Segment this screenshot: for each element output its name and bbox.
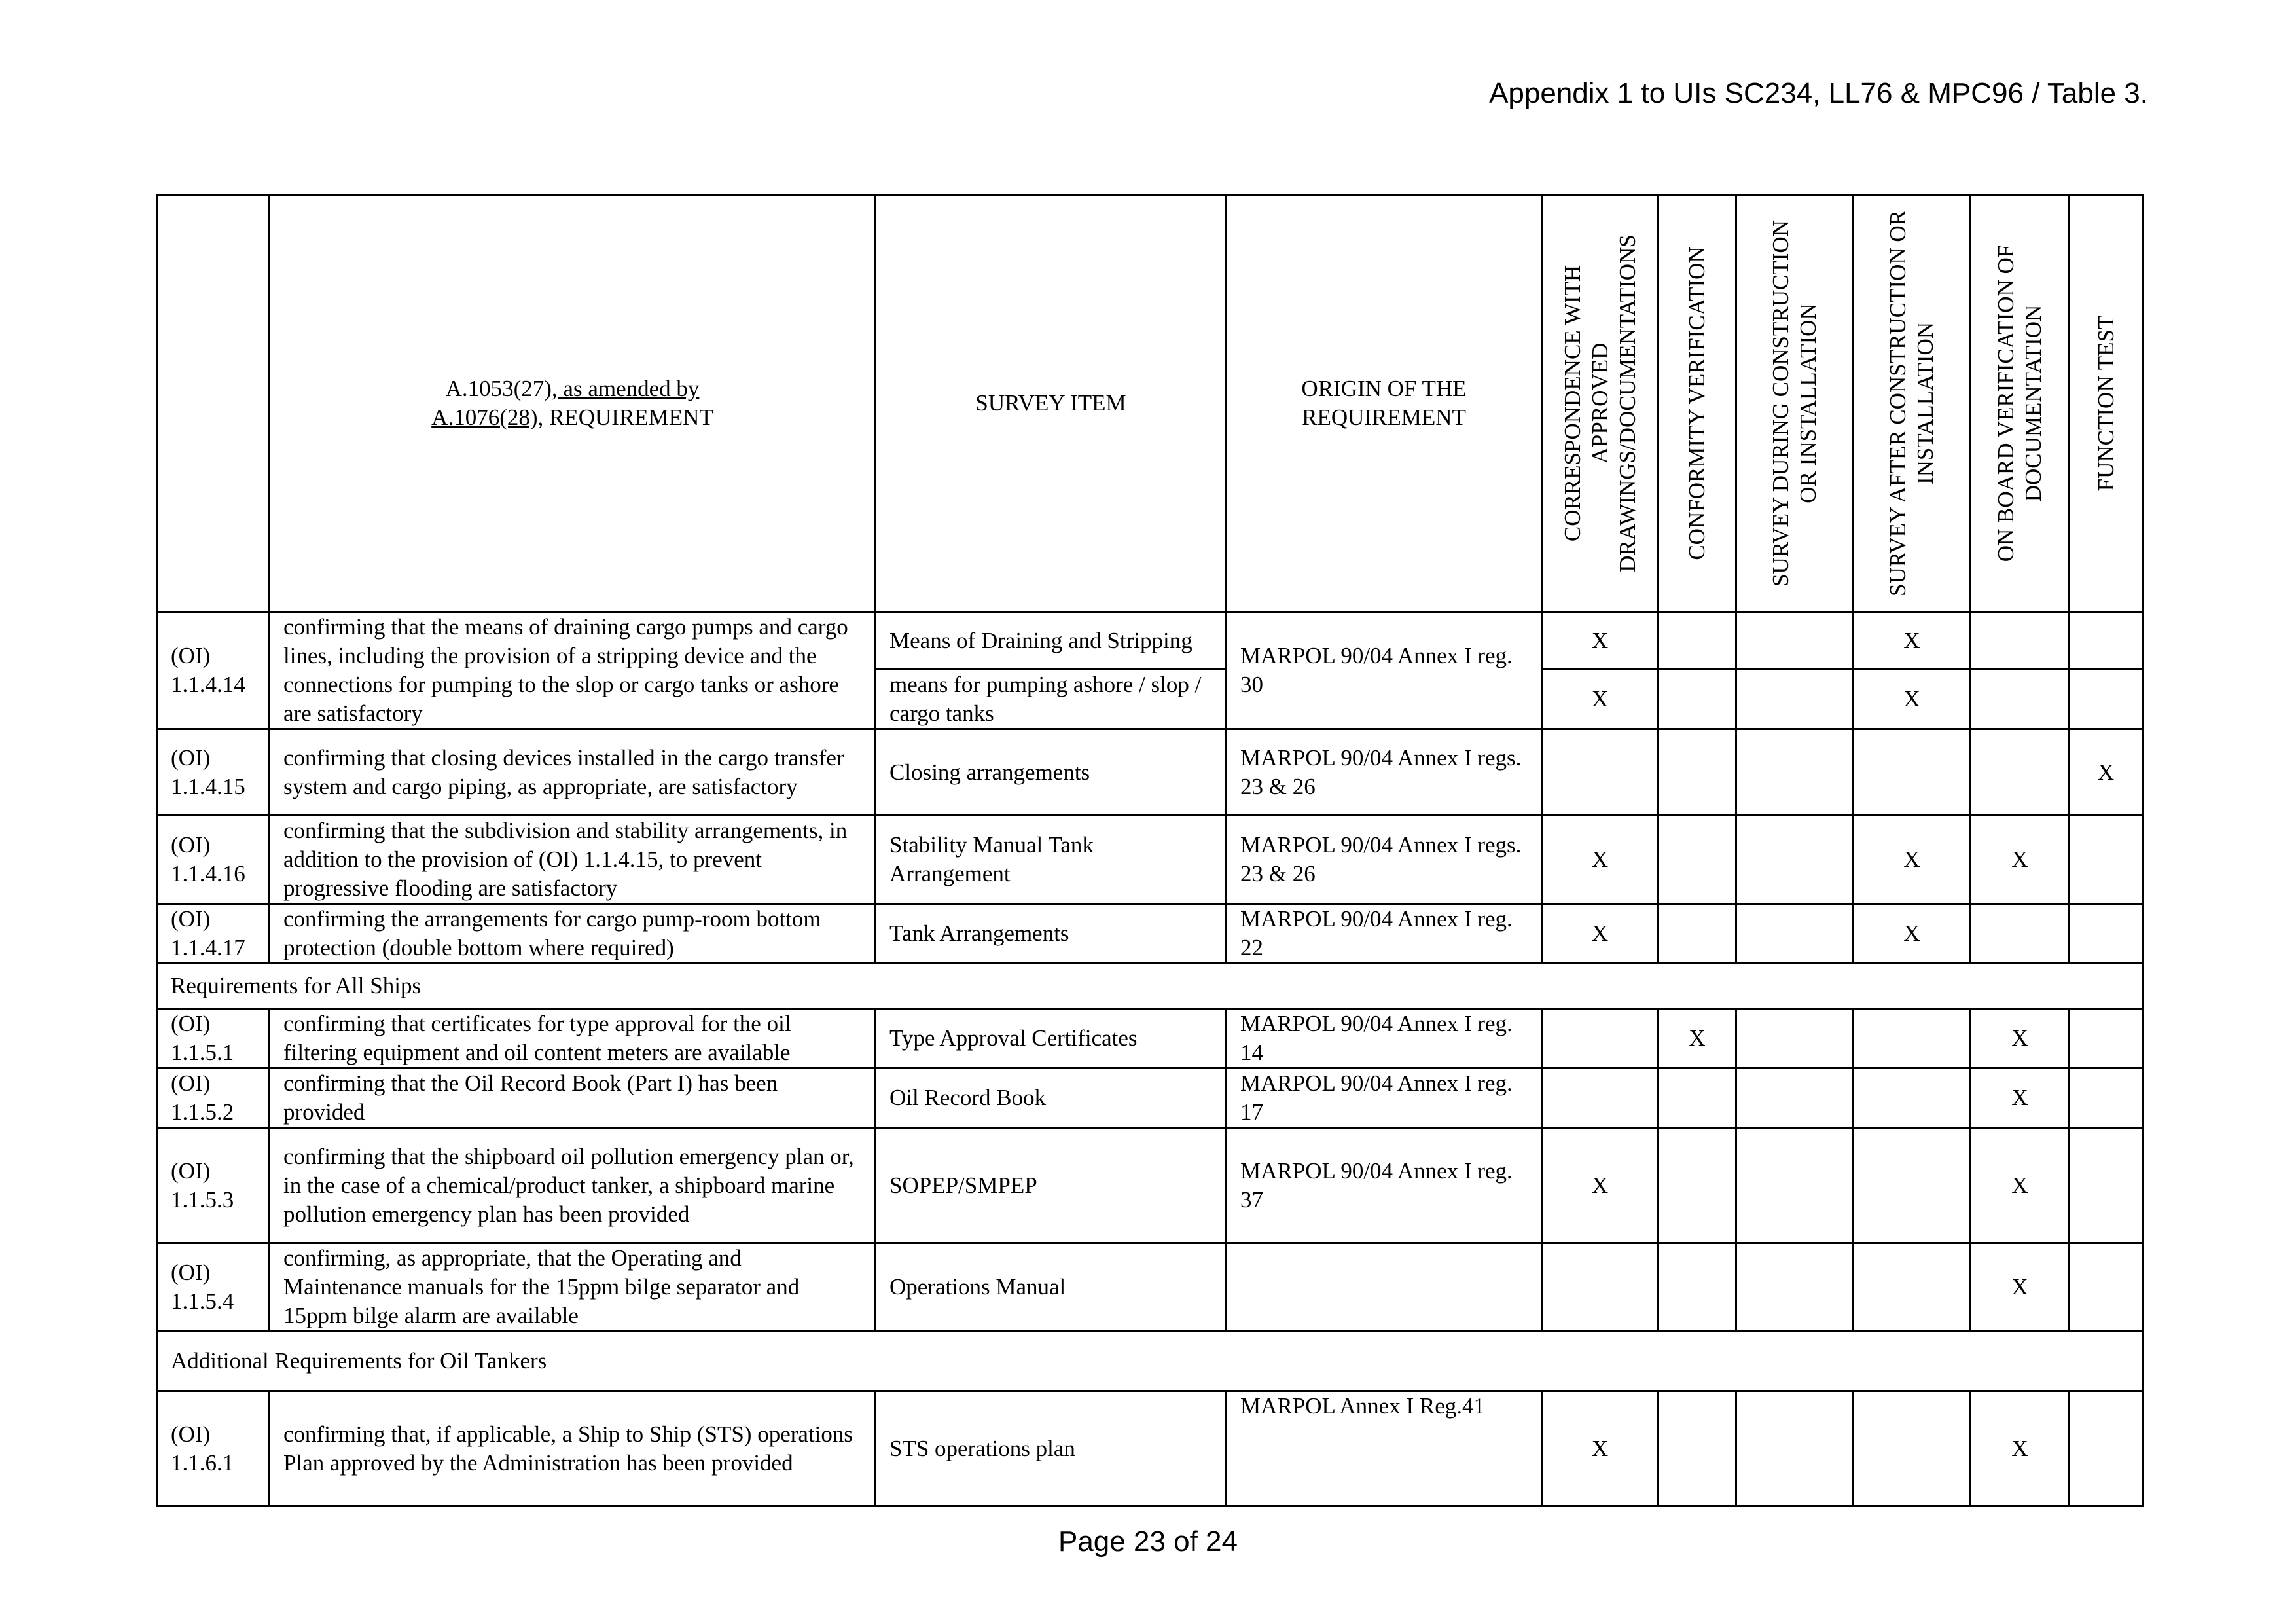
- mark-cell: X: [1542, 670, 1659, 729]
- header-origin: ORIGIN OF THE REQUIREMENT: [1227, 195, 1542, 612]
- table-row: [157, 1068, 2143, 1128]
- ref-cell: (OI) 1.1.4.17: [157, 904, 270, 964]
- requirement-cell: confirming that the means of draining cargo pumps and cargo lines, including the provision of a stripping device and the connections for pumping to the slop or cargo tanks or ashore are satisfactory: [270, 612, 876, 729]
- table-row: [157, 1243, 2143, 1332]
- mark-cell: [1542, 1243, 1659, 1332]
- mark-cell: X: [1971, 1009, 2070, 1068]
- mark-cell: [1659, 670, 1736, 729]
- mark-cell: [1736, 1243, 1854, 1332]
- mark-cell: [1659, 1243, 1736, 1332]
- ref-cell: (OI) 1.1.4.15: [157, 729, 270, 816]
- survey-item-cell: SOPEP/SMPEP: [876, 1128, 1227, 1243]
- table-row: [157, 1391, 2143, 1506]
- survey-item-cell: Tank Arrangements: [876, 904, 1227, 964]
- mark-cell: [1854, 1128, 1971, 1243]
- header-conformity: CONFORMITY VERIFICATION: [1659, 195, 1736, 612]
- mark-cell: [1736, 1391, 1854, 1506]
- table-row: [157, 816, 2143, 904]
- origin-cell: MARPOL 90/04 Annex I reg. 22: [1227, 904, 1542, 964]
- mark-cell: [1971, 729, 2070, 816]
- page-footer: Page 23 of 24: [1058, 1525, 1238, 1558]
- mark-cell: [2070, 670, 2143, 729]
- mark-cell: [1736, 1009, 1854, 1068]
- mark-cell: X: [1542, 904, 1659, 964]
- survey-item-cell: STS operations plan: [876, 1391, 1227, 1506]
- mark-cell: X: [1854, 816, 1971, 904]
- survey-item-cell: Means of Draining and Stripping: [876, 612, 1227, 670]
- section-row: [157, 1332, 2143, 1391]
- mark-cell: [2070, 1128, 2143, 1243]
- mark-cell: [1854, 1243, 1971, 1332]
- ref-cell: (OI) 1.1.5.3: [157, 1128, 270, 1243]
- table-row: [157, 612, 2143, 670]
- mark-cell: [1659, 1391, 1736, 1506]
- origin-cell: MARPOL 90/04 Annex I reg. 17: [1227, 1068, 1542, 1128]
- table-row: [157, 904, 2143, 964]
- mark-cell: [2070, 904, 2143, 964]
- requirement-cell: confirming the arrangements for cargo pump-room bottom protection (double bottom where required): [270, 904, 876, 964]
- mark-cell: [1542, 729, 1659, 816]
- survey-item-cell: Closing arrangements: [876, 729, 1227, 816]
- mark-cell: [1659, 612, 1736, 670]
- mark-cell: X: [1854, 904, 1971, 964]
- origin-cell: MARPOL 90/04 Annex I regs. 23 & 26: [1227, 816, 1542, 904]
- mark-cell: [2070, 1391, 2143, 1506]
- mark-cell: [1659, 816, 1736, 904]
- origin-cell: MARPOL 90/04 Annex I reg. 14: [1227, 1009, 1542, 1068]
- mark-cell: X: [1971, 816, 2070, 904]
- ref-cell: (OI) 1.1.4.16: [157, 816, 270, 904]
- header-survey-after: SURVEY AFTER CONSTRUCTION OR INSTALLATION: [1854, 195, 1971, 612]
- table-row: [157, 1009, 2143, 1068]
- requirement-cell: confirming that the Oil Record Book (Part I) has been provided: [270, 1068, 876, 1128]
- mark-cell: [1971, 612, 2070, 670]
- mark-cell: [1542, 1068, 1659, 1128]
- requirement-cell: confirming that the subdivision and stability arrangements, in addition to the provision of (OI) 1.1.4.15, to prevent progressive flooding are satisfactory: [270, 816, 876, 904]
- header-requirement: A.1053(27), as amended by A.1076(28), REQUIREMENT: [270, 195, 876, 612]
- mark-cell: [2070, 1243, 2143, 1332]
- mark-cell: [1971, 670, 2070, 729]
- survey-item-cell: Type Approval Certificates: [876, 1009, 1227, 1068]
- mark-cell: X: [1542, 1128, 1659, 1243]
- mark-cell: X: [1542, 612, 1659, 670]
- origin-cell: MARPOL 90/04 Annex I reg. 37: [1227, 1128, 1542, 1243]
- mark-cell: X: [1854, 670, 1971, 729]
- mark-cell: X: [1659, 1009, 1736, 1068]
- header-survey-during: SURVEY DURING CONSTRUCTION OR INSTALLATION: [1736, 195, 1854, 612]
- mark-cell: [1736, 904, 1854, 964]
- mark-cell: [2070, 816, 2143, 904]
- mark-cell: X: [2070, 729, 2143, 816]
- header-row: [157, 195, 2143, 612]
- mark-cell: X: [1971, 1243, 2070, 1332]
- mark-cell: [1659, 1068, 1736, 1128]
- survey-item-cell: Operations Manual: [876, 1243, 1227, 1332]
- mark-cell: [1854, 1391, 1971, 1506]
- mark-cell: X: [1971, 1128, 2070, 1243]
- mark-cell: [2070, 1068, 2143, 1128]
- mark-cell: X: [1542, 1391, 1659, 1506]
- mark-cell: [1736, 729, 1854, 816]
- requirements-table: [156, 194, 2144, 1507]
- ref-cell: (OI) 1.1.6.1: [157, 1391, 270, 1506]
- mark-cell: X: [1971, 1068, 2070, 1128]
- mark-cell: X: [1971, 1391, 2070, 1506]
- requirement-cell: confirming that closing devices installed in the cargo transfer system and cargo piping, as appropriate, are satisfactory: [270, 729, 876, 816]
- header-on-board: ON BOARD VERIFICATION OF DOCUMENTATION: [1971, 195, 2070, 612]
- mark-cell: X: [1542, 816, 1659, 904]
- header-ref: [157, 195, 270, 612]
- mark-cell: [1854, 729, 1971, 816]
- mark-cell: X: [1854, 612, 1971, 670]
- mark-cell: [1854, 1068, 1971, 1128]
- requirement-cell: confirming that, if applicable, a Ship to Ship (STS) operations Plan approved by the Administration has been provided: [270, 1391, 876, 1506]
- section-row: [157, 964, 2143, 1009]
- mark-cell: [1659, 1128, 1736, 1243]
- survey-item-cell: Stability Manual Tank Arrangement: [876, 816, 1227, 904]
- mark-cell: [1659, 904, 1736, 964]
- origin-cell: MARPOL 90/04 Annex I regs. 23 & 26: [1227, 729, 1542, 816]
- header-function-test: FUNCTION TEST: [2070, 195, 2143, 612]
- survey-item-cell: means for pumping ashore / slop / cargo tanks: [876, 670, 1227, 729]
- section-heading: Additional Requirements for Oil Tankers: [157, 1332, 2143, 1391]
- requirement-cell: confirming that the shipboard oil pollution emergency plan or, in the case of a chemical/product tanker, a shipboard marine pollution emergency plan has been provided: [270, 1128, 876, 1243]
- mark-cell: [1971, 904, 2070, 964]
- origin-cell: MARPOL 90/04 Annex I reg. 30: [1227, 612, 1542, 729]
- table-row: [157, 1128, 2143, 1243]
- section-heading: Requirements for All Ships: [157, 964, 2143, 1009]
- requirement-cell: confirming, as appropriate, that the Operating and Maintenance manuals for the 15ppm bilge separator and 15ppm bilge alarm are available: [270, 1243, 876, 1332]
- survey-item-cell: Oil Record Book: [876, 1068, 1227, 1128]
- mark-cell: [1736, 670, 1854, 729]
- ref-cell: (OI) 1.1.4.14: [157, 612, 270, 729]
- mark-cell: [1736, 1068, 1854, 1128]
- requirement-cell: confirming that certificates for type approval for the oil filtering equipment and oil content meters are available: [270, 1009, 876, 1068]
- page-header: Appendix 1 to UIs SC234, LL76 & MPC96 / Table 3.: [1489, 77, 2148, 109]
- origin-cell: [1227, 1243, 1542, 1332]
- mark-cell: [1736, 816, 1854, 904]
- header-correspondence: CORRESPONDENCE WITH APPROVED DRAWINGS/DOCUMENTATIONS: [1542, 195, 1659, 612]
- ref-cell: (OI) 1.1.5.4: [157, 1243, 270, 1332]
- ref-cell: (OI) 1.1.5.1: [157, 1009, 270, 1068]
- mark-cell: [2070, 612, 2143, 670]
- ref-cell: (OI) 1.1.5.2: [157, 1068, 270, 1128]
- mark-cell: [1736, 1128, 1854, 1243]
- mark-cell: [1659, 729, 1736, 816]
- mark-cell: [2070, 1009, 2143, 1068]
- mark-cell: [1542, 1009, 1659, 1068]
- header-survey-item: SURVEY ITEM: [876, 195, 1227, 612]
- mark-cell: [1736, 612, 1854, 670]
- table-row: [157, 729, 2143, 816]
- origin-cell: MARPOL Annex I Reg.41: [1227, 1391, 1542, 1506]
- mark-cell: [1854, 1009, 1971, 1068]
